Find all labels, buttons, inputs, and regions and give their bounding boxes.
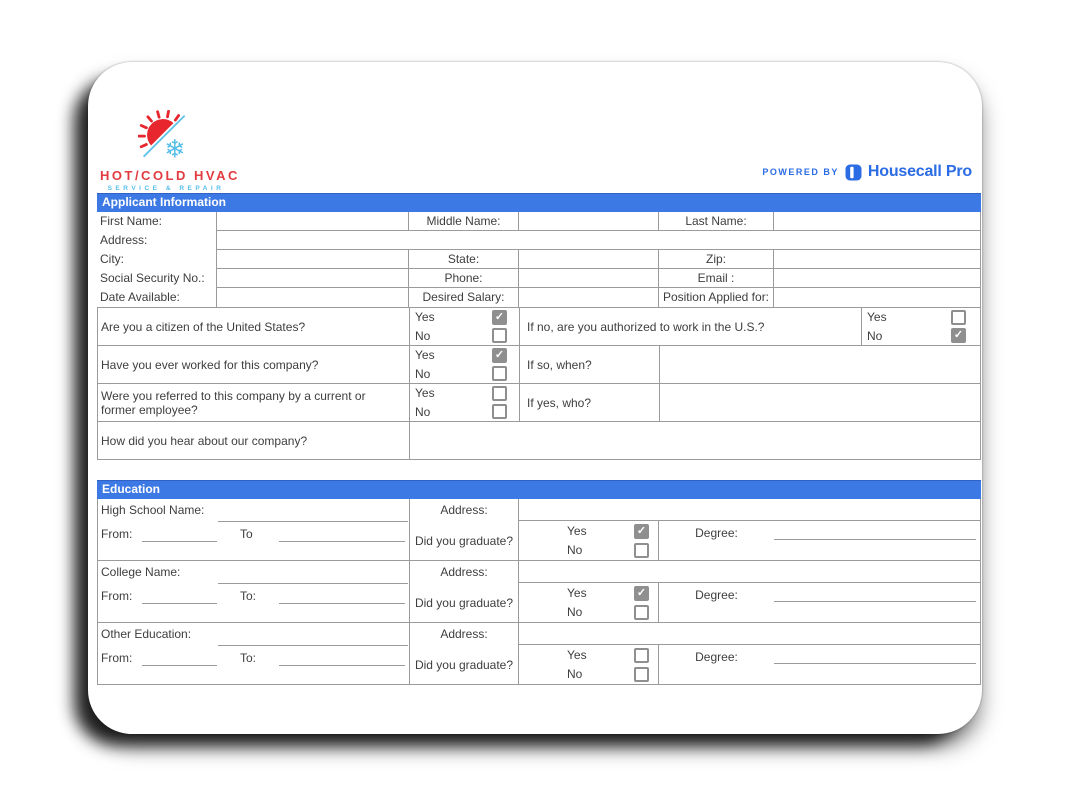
- powered-by-badge: [762, 163, 972, 181]
- college-from-input[interactable]: [142, 603, 217, 604]
- to-label: To: [240, 527, 253, 541]
- citizen-yes-checkbox[interactable]: [492, 310, 507, 325]
- question-citizen: [98, 308, 980, 346]
- section-header-education: Education: [97, 480, 981, 499]
- ssn-input[interactable]: [216, 269, 408, 288]
- phone-input[interactable]: [518, 269, 658, 288]
- position-input[interactable]: [773, 288, 981, 307]
- application-form-page: [88, 62, 982, 734]
- worked-no-checkbox[interactable]: [492, 366, 507, 381]
- if-so-when-label: If so, when?: [519, 346, 659, 383]
- yes-label: Yes: [415, 386, 435, 401]
- did-you-graduate-label: Did you graduate?: [414, 595, 514, 610]
- to-label: To:: [240, 651, 257, 665]
- authorized-no-checkbox[interactable]: [951, 328, 966, 343]
- middle-name-label: Middle Name:: [408, 212, 518, 231]
- high-school-name-label: High School Name:: [101, 503, 205, 517]
- first-name-input[interactable]: [216, 212, 408, 231]
- college-address-input[interactable]: [519, 561, 980, 583]
- state-label: State:: [408, 250, 518, 269]
- address-label: Address:: [440, 565, 488, 579]
- brand-name: HOT/COLD HVAC: [100, 168, 240, 183]
- hs-graduate-yes-checkbox[interactable]: [634, 524, 649, 539]
- row-names: [97, 212, 981, 231]
- last-name-input[interactable]: [773, 212, 981, 231]
- no-label: No: [415, 404, 431, 419]
- no-label: No: [867, 328, 883, 343]
- row-city: [97, 250, 981, 269]
- college-to-input[interactable]: [279, 603, 405, 604]
- svg-text:❄: ❄: [164, 134, 186, 164]
- address-label: Address:: [100, 233, 148, 247]
- education-college: [97, 561, 981, 623]
- phone-label: Phone:: [408, 269, 518, 288]
- college-name-label: College Name:: [101, 565, 181, 579]
- yes-label: Yes: [415, 310, 435, 325]
- referred-yes-checkbox[interactable]: [492, 386, 507, 401]
- question-worked-before: [98, 346, 980, 384]
- high-school-degree-input[interactable]: [774, 539, 976, 540]
- powered-by-label: POWERED BY: [762, 167, 839, 177]
- from-label: From:: [101, 527, 133, 541]
- high-school-from-input[interactable]: [142, 541, 217, 542]
- question-referred-text: Were you referred to this company by a current or former employee?: [101, 388, 366, 417]
- college-degree-input[interactable]: [774, 601, 976, 602]
- date-available-input[interactable]: [216, 288, 408, 307]
- worked-yes-no: [409, 346, 519, 383]
- last-name-label: Last Name:: [658, 212, 773, 231]
- sun-snowflake-icon: [138, 110, 194, 166]
- row-ssn: [97, 269, 981, 288]
- date-available-label: Date Available:: [100, 290, 180, 304]
- college-graduate-yes-checkbox[interactable]: [634, 586, 649, 601]
- high-school-name-input[interactable]: [218, 521, 408, 522]
- referred-yes-no: [409, 384, 519, 421]
- did-you-graduate-label: Did you graduate?: [414, 533, 514, 548]
- desired-salary-input[interactable]: [518, 288, 658, 307]
- college-graduate-yes-no: [519, 583, 659, 622]
- from-label: From:: [101, 589, 133, 603]
- authorized-yes-checkbox[interactable]: [951, 310, 966, 325]
- other-education-name-input[interactable]: [218, 645, 408, 646]
- email-label: Email :: [658, 269, 773, 288]
- state-input[interactable]: [518, 250, 658, 269]
- row-availability: [97, 288, 981, 307]
- if-yes-who-label: If yes, who?: [519, 384, 659, 421]
- address-label: Address:: [440, 627, 488, 641]
- zip-label: Zip:: [658, 250, 773, 269]
- education-other: [97, 623, 981, 685]
- worked-yes-checkbox[interactable]: [492, 348, 507, 363]
- other-degree-input[interactable]: [774, 663, 976, 664]
- other-education-from-input[interactable]: [142, 665, 217, 666]
- desired-salary-label: Desired Salary:: [408, 288, 518, 307]
- question-referred: [98, 384, 980, 422]
- questions-table: [97, 307, 981, 460]
- yes-label: Yes: [567, 524, 587, 538]
- if-yes-who-input[interactable]: [659, 384, 980, 421]
- hs-graduate-no-checkbox[interactable]: [634, 543, 649, 558]
- college-name-input[interactable]: [218, 583, 408, 584]
- city-label: City:: [100, 252, 124, 266]
- no-label: No: [567, 605, 583, 619]
- education-high-school: [97, 499, 981, 561]
- no-label: No: [415, 328, 431, 343]
- zip-input[interactable]: [773, 250, 981, 269]
- housecall-pro-name: Housecall Pro: [867, 163, 972, 180]
- address-label: Address:: [440, 503, 488, 517]
- question-worked-text: Have you ever worked for this company?: [101, 357, 319, 372]
- high-school-address-input[interactable]: [519, 499, 980, 521]
- high-school-to-input[interactable]: [279, 541, 405, 542]
- if-so-when-input[interactable]: [659, 346, 980, 383]
- company-logo: [100, 110, 240, 192]
- position-label: Position Applied for:: [658, 288, 773, 307]
- housecall-pro-icon: [845, 164, 862, 181]
- degree-label: Degree:: [695, 526, 738, 540]
- yes-label: Yes: [567, 586, 587, 600]
- degree-label: Degree:: [695, 650, 738, 664]
- other-graduate-yes-no: [519, 645, 659, 684]
- citizen-no-checkbox[interactable]: [492, 328, 507, 343]
- city-input[interactable]: [216, 250, 408, 269]
- no-label: No: [567, 667, 583, 681]
- no-label: No: [567, 543, 583, 557]
- high-school-graduate-yes-no: [519, 521, 659, 560]
- yes-label: Yes: [867, 310, 887, 325]
- row-address: [97, 231, 981, 250]
- brand-tagline: SERVICE & REPAIR: [107, 185, 225, 192]
- did-you-graduate-label: Did you graduate?: [414, 657, 514, 672]
- referred-no-checkbox[interactable]: [492, 404, 507, 419]
- question-hear-about-text: How did you hear about our company?: [101, 433, 308, 448]
- email-input[interactable]: [773, 269, 981, 288]
- address-input[interactable]: [216, 231, 981, 250]
- section-header-applicant: Applicant Information: [97, 193, 981, 212]
- citizen-yes-no: [409, 308, 519, 345]
- yes-label: Yes: [415, 348, 435, 363]
- other-education-to-input[interactable]: [279, 665, 405, 666]
- to-label: To:: [240, 589, 257, 603]
- yes-label: Yes: [567, 648, 587, 662]
- other-education-label: Other Education:: [101, 627, 192, 641]
- authorized-question-text: If no, are you authorized to work in the U.S.?: [519, 308, 861, 345]
- application-form: [97, 193, 981, 685]
- question-citizen-text: Are you a citizen of the United States?: [101, 319, 306, 334]
- authorized-yes-no: [861, 308, 980, 345]
- other-education-address-input[interactable]: [519, 623, 980, 645]
- middle-name-input[interactable]: [518, 212, 658, 231]
- first-name-label: First Name:: [100, 214, 163, 228]
- degree-label: Degree:: [695, 588, 738, 602]
- other-graduate-no-checkbox[interactable]: [634, 667, 649, 682]
- hear-about-input[interactable]: [409, 422, 980, 459]
- from-label: From:: [101, 651, 133, 665]
- other-graduate-yes-checkbox[interactable]: [634, 648, 649, 663]
- ssn-label: Social Security No.:: [100, 271, 205, 285]
- no-label: No: [415, 366, 431, 381]
- question-hear-about: [98, 422, 980, 460]
- college-graduate-no-checkbox[interactable]: [634, 605, 649, 620]
